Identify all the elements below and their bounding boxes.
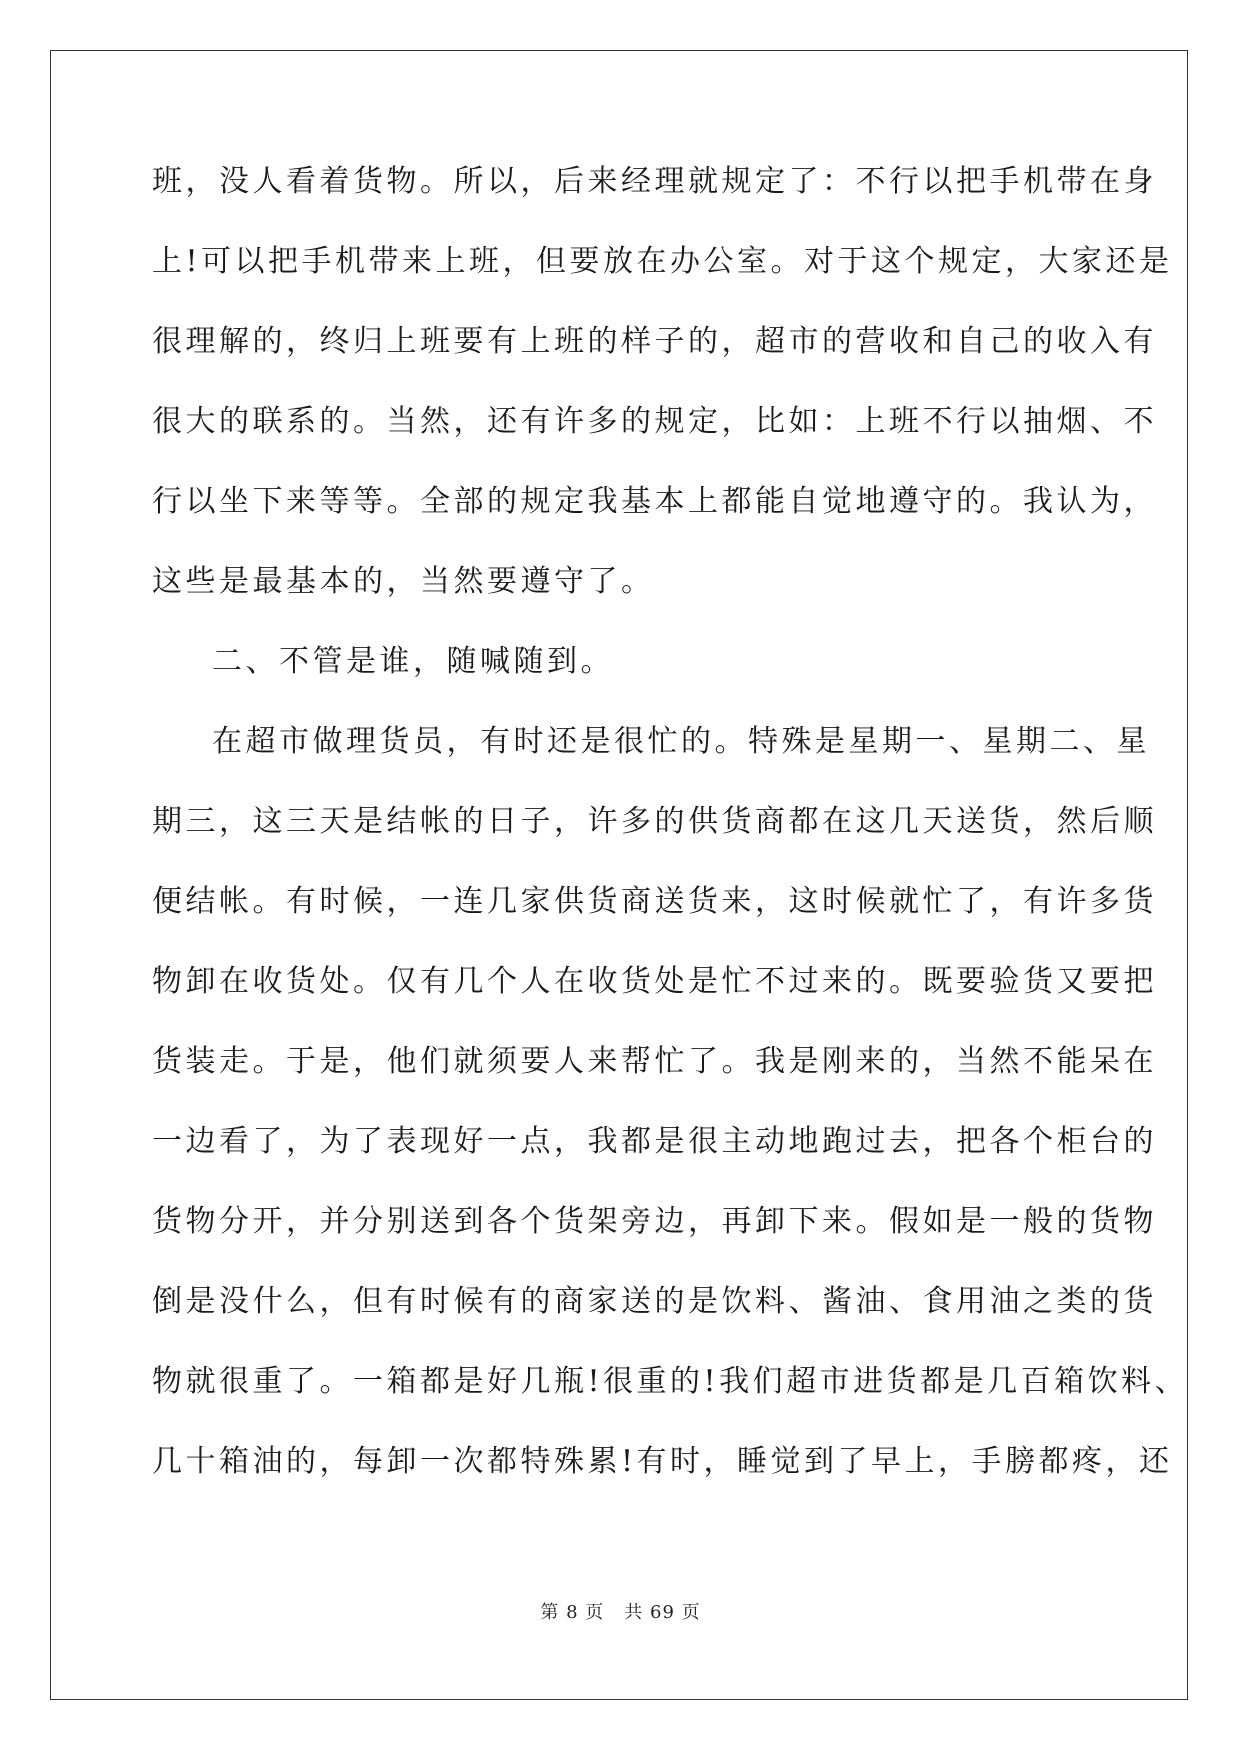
page-number: 第 8 页 <box>540 1602 605 1623</box>
document-body <box>152 158 1189 1518</box>
text-line: 行以坐下来等等。全部的规定我基本上都能自觉地遵守的。我认为， <box>152 484 1157 519</box>
text-line: 物就很重了。一箱都是好几瓶!很重的!我们超市进货都是几百箱饮料、 <box>152 1364 1189 1399</box>
page-footer <box>0 1598 1241 1624</box>
text-line: 一边看了，为了表现好一点，我都是很主动地跑过去，把各个柜台的 <box>152 1124 1157 1159</box>
text-line: 期三，这三天是结帐的日子，许多的供货商都在这几天送货，然后顺 <box>152 804 1157 839</box>
text-line: 几十箱油的，每卸一次都特殊累!有时，睡觉到了早上，手膀都疼，还 <box>152 1444 1173 1479</box>
text-line: 物卸在收货处。仅有几个人在收货处是忙不过来的。既要验货又要把 <box>152 964 1157 999</box>
text-line: 货物分开，并分别送到各个货架旁边，再卸下来。假如是一般的货物 <box>152 1204 1157 1239</box>
text-line: 班，没人看着货物。所以，后来经理就规定了：不行以把手机带在身 <box>152 164 1157 199</box>
text-line: 很大的联系的。当然，还有许多的规定，比如：上班不行以抽烟、不 <box>152 404 1157 439</box>
text-line: 这些是最基本的，当然要遵守了。 <box>152 564 655 599</box>
text-line: 倒是没什么，但有时候有的商家送的是饮料、酱油、食用油之类的货 <box>152 1284 1157 1319</box>
text-line: 在超市做理货员，有时还是很忙的。特殊是星期一、星期二、星 <box>212 724 1150 759</box>
text-line: 上!可以把手机带来上班，但要放在办公室。对于这个规定，大家还是 <box>152 244 1173 279</box>
text-line: 很理解的，终归上班要有上班的样子的，超市的营收和自己的收入有 <box>152 324 1157 359</box>
page-total: 共 69 页 <box>624 1602 701 1623</box>
text-line: 货装走。于是，他们就须要人来帮忙了。我是刚来的，当然不能呆在 <box>152 1044 1157 1079</box>
section-heading: 二、不管是谁，随喊随到。 <box>212 644 614 679</box>
text-line: 便结帐。有时候，一连几家供货商送货来，这时候就忙了，有许多货 <box>152 884 1157 919</box>
